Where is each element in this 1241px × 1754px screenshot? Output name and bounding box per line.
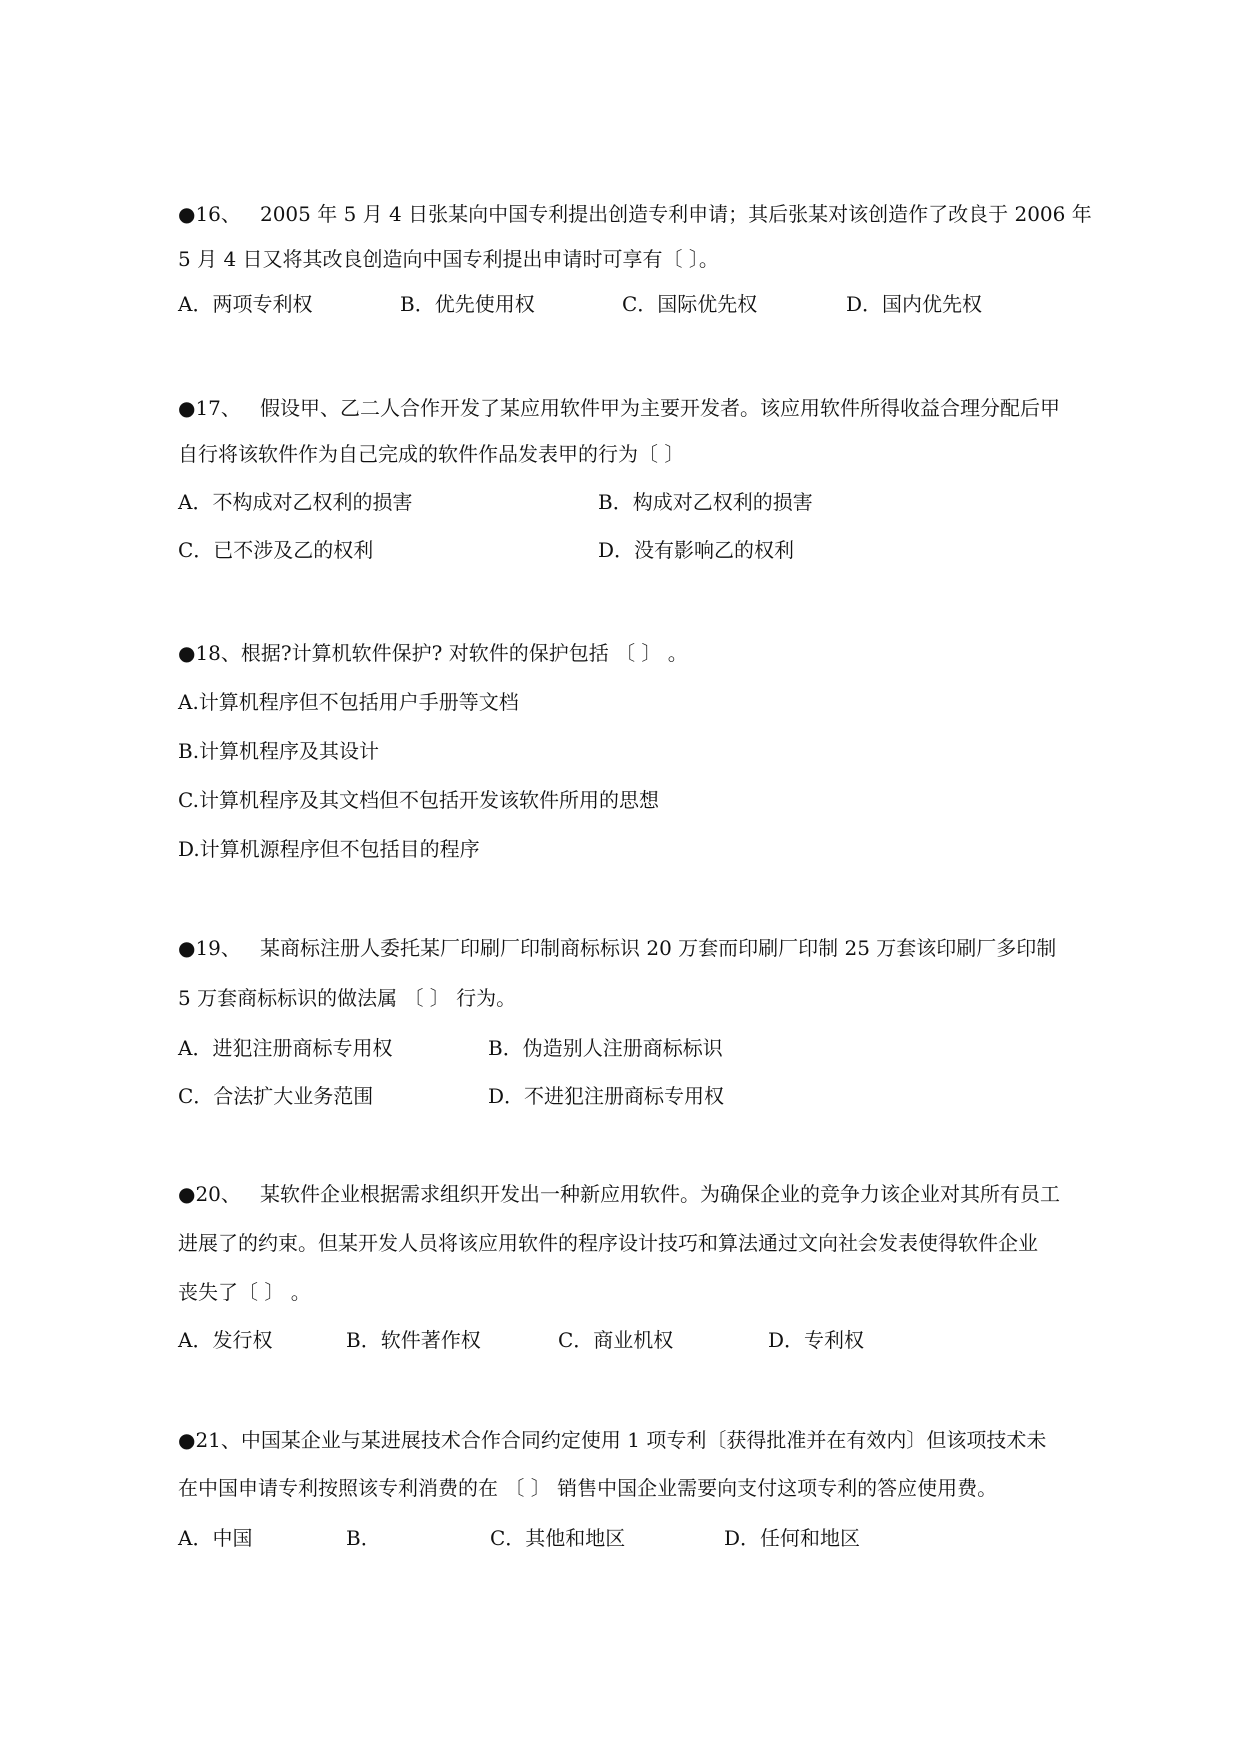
question-21-line-1 <box>178 1426 1046 1454</box>
question-19-text-1: 某商标注册人委托某厂印刷厂印制商标标识 20 万套而印刷厂印制 25 万套该印刷厂多印制 <box>259 936 1057 960</box>
question-21-text-1: 中国某企业与某进展技术合作合同约定使用 1 项专利〔获得批准并在有效内〕但该项技术未 <box>240 1428 1047 1452</box>
question-17-option-a: A．不构成对乙权利的损害 <box>178 490 413 514</box>
question-18-line-1 <box>178 639 688 667</box>
question-19-option-b: B．伪造别人注册商标标识 <box>488 1036 723 1060</box>
question-17-line-1 <box>178 394 1060 422</box>
question-17-option-d: D．没有影响乙的权利 <box>598 538 795 562</box>
question-19-option-a: A．进犯注册商标专用权 <box>178 1036 393 1060</box>
question-21-option-a: A．中国 <box>178 1526 253 1550</box>
question-17-line-2: 自行将该软件作为自己完成的软件作品发表甲的行为〔 〕 <box>178 442 685 466</box>
question-21-line-2: 在中国申请专利按照该专利消费的在 〔 〕 销售中国企业需要向支付这项专利的答应使用费。 <box>178 1476 998 1500</box>
question-17-number: ●17、 <box>178 396 241 420</box>
question-20-option-c: C．商业机权 <box>558 1328 674 1352</box>
question-16-number: ●16、 <box>178 202 241 226</box>
question-17-text-1: 假设甲、乙二人合作开发了某应用软件甲为主要开发者。该应用软件所得收益合理分配后甲 <box>259 396 1060 420</box>
question-19-option-d: D．不进犯注册商标专用权 <box>488 1084 725 1108</box>
question-17-option-b: B．构成对乙权利的损害 <box>598 490 813 514</box>
question-16-line-1 <box>178 200 1092 228</box>
question-19-line-2: 5 万套商标标识的做法属 〔 〕 行为。 <box>178 986 517 1010</box>
question-16-option-c: C．国际优先权 <box>622 292 758 316</box>
question-21-number: ●21、 <box>178 1428 241 1452</box>
question-20-number: ●20、 <box>178 1182 241 1206</box>
question-20-option-b: B．软件著作权 <box>346 1328 481 1352</box>
question-19-option-c: C．合法扩大业务范围 <box>178 1084 374 1108</box>
question-18-option-d: D.计算机源程序但不包括目的程序 <box>178 837 480 861</box>
question-20-option-d: D．专利权 <box>768 1328 865 1352</box>
question-20-line-2: 进展了的约束。但某开发人员将该应用软件的程序设计技巧和算法通过文向社会发表使得软件企业 <box>178 1231 1038 1255</box>
question-21-option-c: C．其他和地区 <box>490 1526 626 1550</box>
question-19-number: ●19、 <box>178 936 241 960</box>
question-20-line-3: 丧失了〔 〕 。 <box>178 1280 311 1304</box>
question-16-option-d: D．国内优先权 <box>846 292 983 316</box>
question-16-text-1: 2005 年 5 月 4 日张某向中国专利提出创造专利申请；其后张某对该创造作了改良于 2006 年 <box>259 202 1092 226</box>
question-18-option-c: C.计算机程序及其文档但不包括开发该软件所用的思想 <box>178 788 659 812</box>
question-20-text-1: 某软件企业根据需求组织开发出一种新应用软件。为确保企业的竞争力该企业对其所有员工 <box>259 1182 1060 1206</box>
question-16-line-2: 5 月 4 日又将其改良创造向中国专利提出申请时可享有〔 〕。 <box>178 247 719 271</box>
question-20-line-1 <box>178 1180 1060 1208</box>
question-17-option-c: C．已不涉及乙的权利 <box>178 538 374 562</box>
question-18-number: ●18、 <box>178 641 241 665</box>
question-19-line-1 <box>178 934 1056 962</box>
question-20-option-a: A．发行权 <box>178 1328 273 1352</box>
question-16-option-a: A．两项专利权 <box>178 292 313 316</box>
question-18-option-b: B.计算机程序及其设计 <box>178 739 380 763</box>
question-18-option-a: A.计算机程序但不包括用户手册等文档 <box>178 690 519 714</box>
question-21-option-b: B． <box>346 1526 381 1550</box>
question-21-option-d: D．任何和地区 <box>724 1526 861 1550</box>
question-18-text-1: 根据?计算机软件保护? 对软件的保护包括 〔 〕 。 <box>240 641 688 665</box>
question-16-option-b: B．优先使用权 <box>400 292 535 316</box>
